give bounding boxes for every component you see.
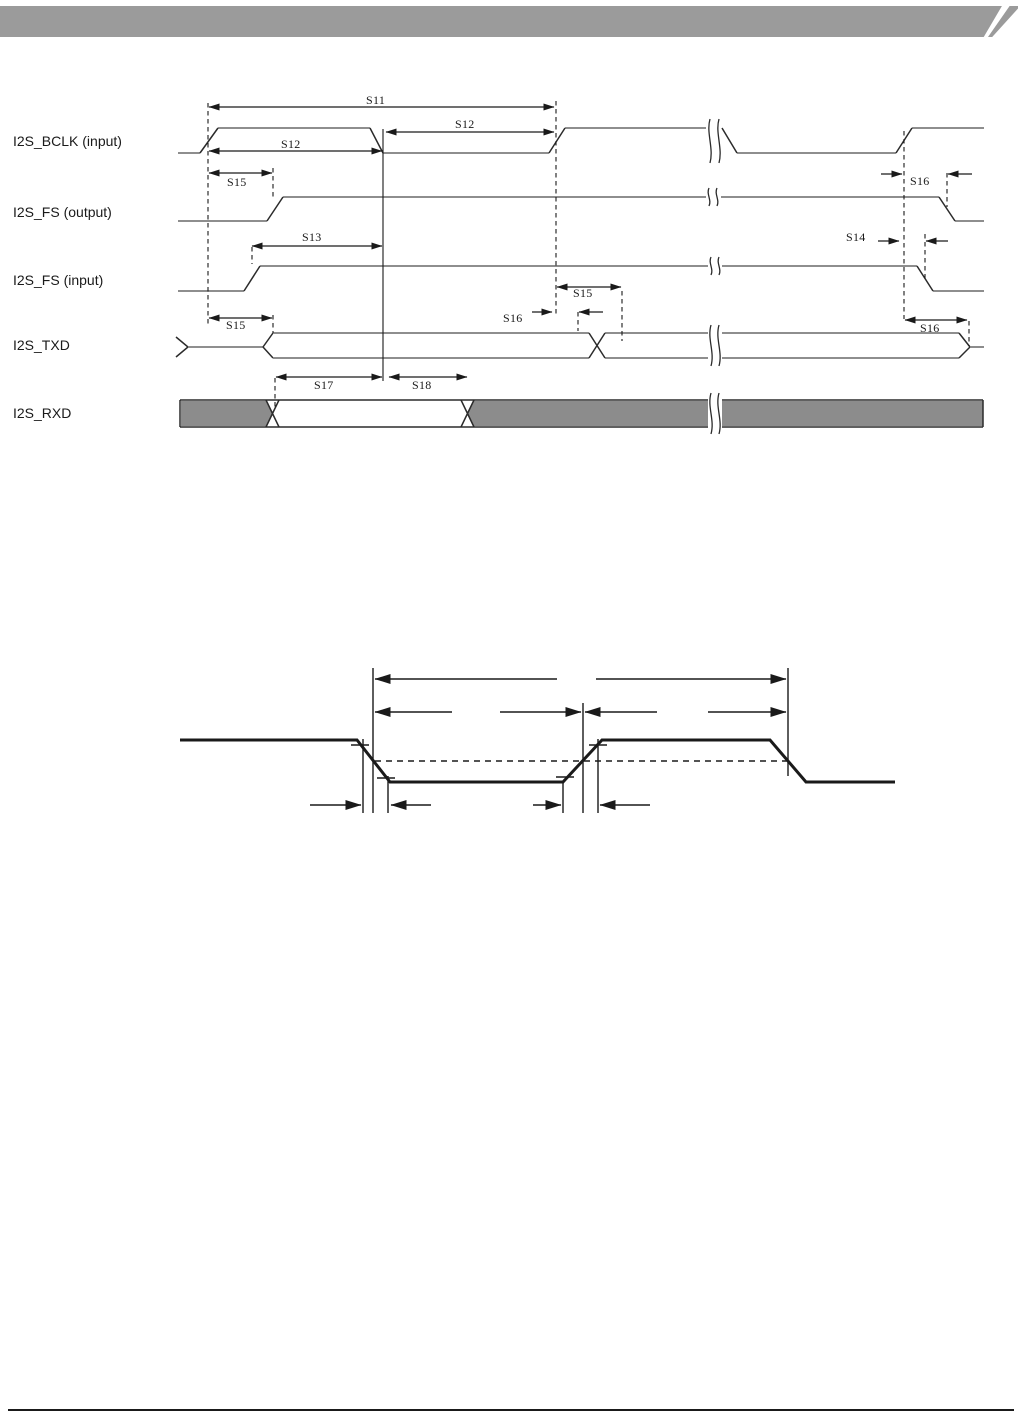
waveform-bclk	[178, 119, 984, 163]
footer-rule	[8, 1409, 1014, 1411]
timing-label-s13: S13	[302, 230, 322, 244]
timing-label-s12-low: S12	[281, 137, 301, 151]
signal-label-fs-in: I2S_FS (input)	[13, 272, 104, 288]
timing-label-s16-fsout: S16	[910, 174, 930, 188]
timing-label-s18: S18	[412, 378, 432, 392]
dashed-reference-lines	[208, 101, 969, 409]
waveform-txd	[176, 325, 984, 366]
waveform-fs-output	[178, 188, 984, 221]
timing-label-s12-high: S12	[455, 117, 475, 131]
timing-label-s15-txd: S15	[226, 318, 246, 332]
signal-label-rxd: I2S_RXD	[13, 405, 72, 421]
timing-label-s11: S11	[366, 93, 386, 107]
timing-label-s16-mid: S16	[503, 311, 523, 325]
timing-label-s14: S14	[846, 230, 866, 244]
detail-dimension-arrows	[310, 679, 786, 805]
waveform-rxd	[180, 393, 983, 434]
waveform-fs-input	[178, 257, 984, 291]
signal-label-bclk: I2S_BCLK (input)	[13, 133, 122, 149]
timing-label-s15-bclk: S15	[227, 175, 247, 189]
timing-label-s17: S17	[314, 378, 334, 392]
timing-label-s15-mid: S15	[573, 286, 593, 300]
signal-label-txd: I2S_TXD	[13, 337, 70, 353]
timing-label-s16-txd: S16	[920, 321, 940, 335]
signal-label-fs-out: I2S_FS (output)	[13, 204, 112, 220]
